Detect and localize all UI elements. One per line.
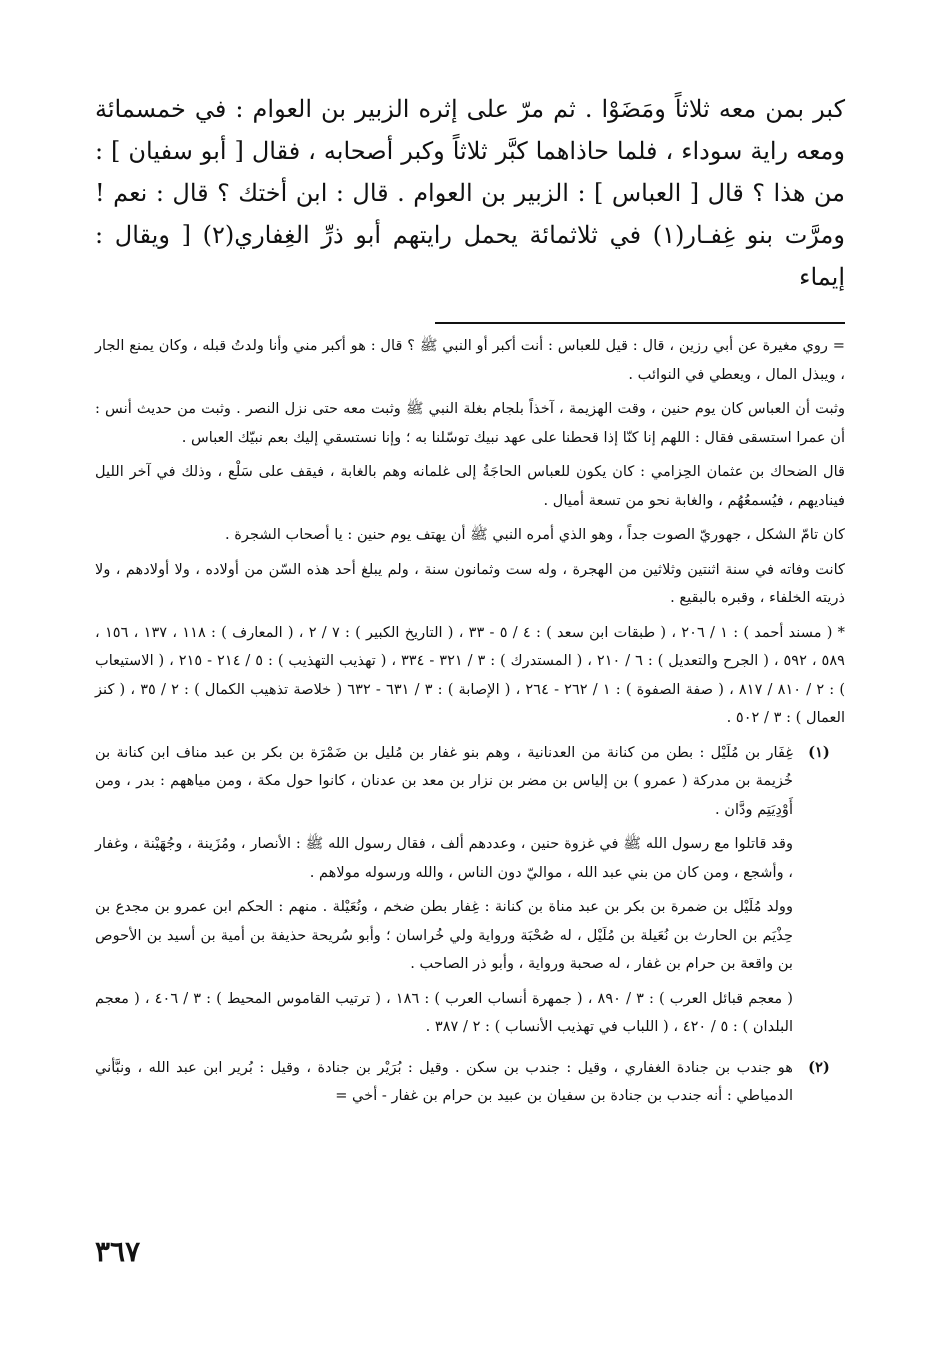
footnote-paragraph: وقد قاتلوا مع رسول الله ﷺ في غزوة حنين ، وعددهم ألف ، فقال رسول الله ﷺ : الأنصار ، ومُزَينة ، وجُهَيْنة ، وغفار ، وأشجع ، ومن كان من بني عبد الله ، مواليّ دون الناس ، والله ورسوله مولاهم . — [95, 835, 793, 881]
note-continued-4: كان تامّ الشكل ، جهوريّ الصوت جداً ، وهو الذي أمره النبي ﷺ أن يهتف يوم حنين : يا أصحاب الشجرة . — [225, 526, 845, 543]
footnote-paragraph: وولد مُلَيْل بن ضمرة بن بكر بن عبد مناة بن كنانة : غِفار بطن ضخم ، ونُعَيْلة . منهم : الحكم ابن عمرو بن مجدع بن حِذْيَم بن الحارث بن نُعَيلة بن مُلَيْل ، له صُحْبَة ورواية ولي خُراسان ؛ وأبو سُريحة حذيفة بن أمية بن أسيد بن الأحوص بن واقعة بن حرام بن غفار ، له صحبة ورواية ، وأبو ذر الصاحب . — [95, 898, 793, 972]
page-number: ٣٦٧ — [95, 1235, 141, 1268]
main-text-block — [95, 88, 845, 298]
footnote-number: (١) — [808, 743, 830, 761]
footnote-1 — [95, 739, 845, 1048]
note-continued-5: كانت وفاته في سنة اثنتين وثلاثين من الهجرة ، وله ست وثمانون سنة ، ولم يبلغ أحد هذه السّن من أولاده ، ولا أولادهم ، ولا ذريته الخلفاء ، وقبره بالبقيع . — [95, 560, 845, 606]
footnote-separator — [435, 322, 845, 324]
footnote-body — [95, 1054, 793, 1117]
note-references: * ( مسند أحمد ) : ١ / ٢٠٦ ، ( طبقات ابن سعد ) : ٤ / ٥ - ٣٣ ، ( التاريخ الكبير ) : ٧ / ٢ ، ( المعارف ) : ١١٨ ، ١٣٧ ، ١٥٦ ، ٥٨٩ ، ٥٩٢ ، ( الجرح والتعديل ) : ٦ / ٢١٠ ، ( المستدرك ) : ٣ / ٣٢١ - ٣٣٤ ، ( تهذيب التهذيب ) : ٥ / ٢١٤ - ٢١٥ ، ( الاستيعاب ) : ٢ / ٨١٠ / ٨١٧ ، ( صفة الصفوة ) : ١ / ٢٦٢ - ٢٦٤ ، ( الإصابة ) : ٣ / ٦٣١ - ٦٣٢ ( خلاصة تذهيب الكمال ) : ٢ / ٣٥ ، ( كنز العمال ) : ٣ / ٥٠٢ . — [95, 623, 846, 726]
footnote-paragraph: هو جندب بن جنادة الغفاري ، وقيل : جندب بن سكن . وقيل : بُرَيْر بن جنادة ، وقيل : بُرير ابن عبد الله ، ونبَّأني الدمياطي : أنه جندب بن جنادة بن سفيان بن عبيد بن حرام بن غفار - أخي = — [95, 1058, 793, 1104]
note-continued-3: قال الضحاك بن عثمان الحِزامي : كان يكون للعباس الحاجَةُ إلى غلمانه وهم بالغابة ، فيقف على سَلْع ، وذلك في آخر الليل فيناديهم ، فيُسمعُهُم ، والغابة نحو من تسعة أميال . — [95, 463, 845, 509]
note-continued-2: وثبت أن العباس كان يوم حنين ، وقت الهزيمة ، آخذاً بلجام بغلة النبي ﷺ وثبت معه حتى نزل النصر . وثبت من حديث أنس : أن عمرا استسقى فقال : اللهم إنا كنّا إذا قحطنا على عهد نبيك توسّلنا به ؛ وإنا نستسقي إليك بعم نبيّك العباس . — [95, 400, 845, 446]
footnote-2 — [95, 1054, 845, 1117]
main-paragraph: كبر بمن معه ثلاثاً ومَضَوْا . ثم مرّ على إثره الزبير بن العوام : في خمسمائة ومعه راية سوداء ، فلما حاذاهما كبَّر ثلاثاً وكبر أصحابه ، فقال [ أبو سفيان ] : من هذا ؟ قال [ العباس ] : الزبير بن العوام . قال : ابن أختك ؟ قال : نعم ! ومرَّت بنو غِفـار(١) في ثلاثمائة يحمل رايتهم أبو ذرِّ الغِفاري(٢) [ ويقال : إيماء — [95, 95, 845, 291]
footnote-body — [95, 739, 793, 1048]
footnote-paragraph: غِفَار بن مُلَيْل : بطن من كنانة من العدنانية ، وهم بنو غفار بن مُليل بن ضَمْرَة بن بكر بن عبد مناف ابن كنانة بن خُزيمة بن مدركة ( عمرو ) بن إلياس بن مضر بن نزار بن معد بن عدنان ، كانوا حول مكة ، ومن مياههم : بدر ، ومن أَوْدِيَتِم ودَّان . — [95, 743, 793, 818]
page-body — [95, 88, 845, 1123]
footnote-number: (٢) — [808, 1058, 830, 1076]
footnotes-section — [95, 332, 845, 1117]
note-continued-1: = روي مغيرة عن أبي رزين ، قال : قيل للعباس : أنت أكبر أو النبي ﷺ ؟ قال : هو أكبر مني وأنا ولدتُ قبله ، وكان يمنع الجار ، ويبذل المال ، ويعطي في النوائب . — [95, 337, 845, 383]
footnote-paragraph: ( معجم قبائل العرب ) : ٣ / ٨٩٠ ، ( جمهرة أنساب العرب ) : ١٨٦ ، ( ترتيب القاموس المحيط ) : ٣ / ٤٠٦ ، ( معجم البلدان ) : ٥ / ٤٢٠ ، ( اللباب في تهذيب الأنساب ) : ٢ / ٣٨٧ . — [95, 989, 794, 1035]
